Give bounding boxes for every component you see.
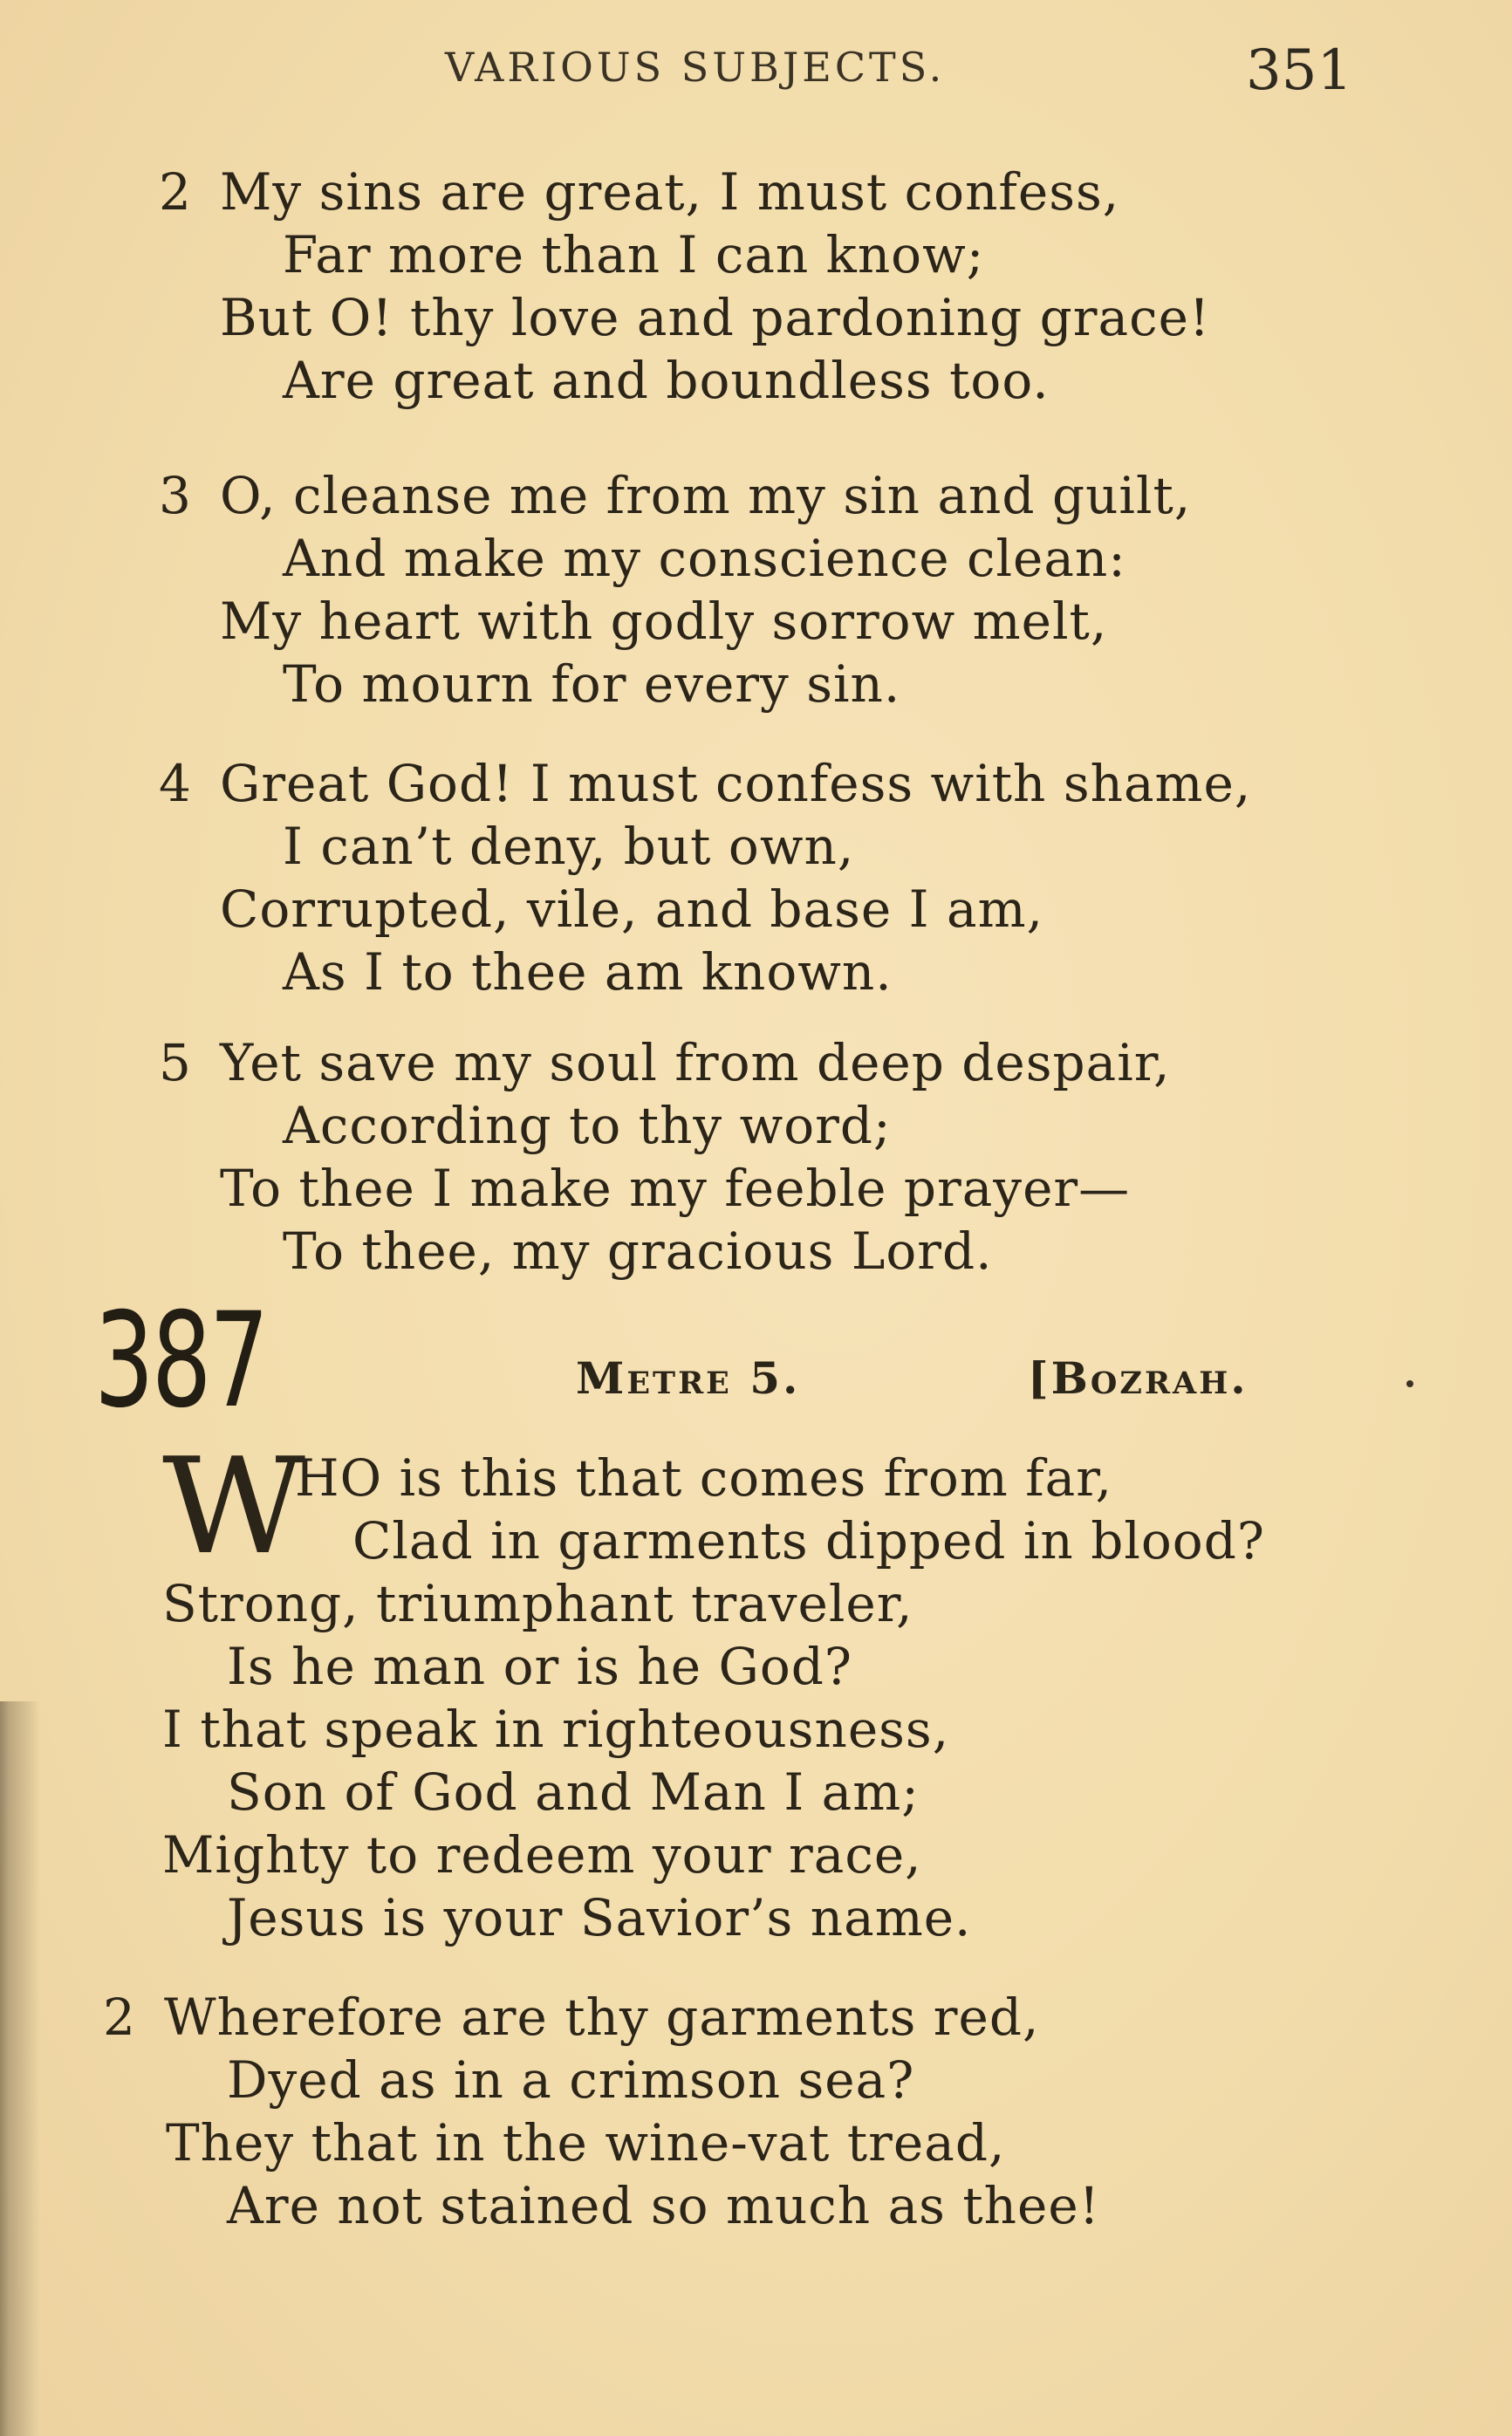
- stanza-line: Mighty to redeem your race,: [162, 1825, 922, 1885]
- stanza-line: According to thy word;: [283, 1096, 892, 1155]
- stanza-line: To thee I make my feeble prayer—: [220, 1159, 1131, 1218]
- stanza-line: Dyed as in a crimson sea?: [227, 2050, 915, 2110]
- stanza-line: And make my conscience clean:: [283, 529, 1126, 588]
- stanza-line: 5 Yet save my soul from deep despair,: [159, 1033, 1171, 1092]
- stanza-line: Are great and boundless too.: [283, 351, 1050, 410]
- stray-mark: [1406, 1380, 1413, 1387]
- page-edge-shadow: [0, 1701, 40, 2436]
- stanza-number: 5: [159, 1033, 192, 1092]
- page-number: 351: [1246, 38, 1353, 103]
- stanza-number: 2: [103, 1988, 136, 2047]
- stanza-line: 3 O, cleanse me from my sin and guilt,: [159, 466, 1192, 525]
- stanza-line: My heart with godly sorrow melt,: [220, 592, 1108, 651]
- hymn-number: 387: [94, 1285, 267, 1437]
- stanza-line: As I to thee am known.: [283, 942, 893, 1002]
- stanza-line: Far more than I can know;: [283, 225, 985, 284]
- stanza-line: Is he man or is he God?: [227, 1637, 853, 1696]
- tune-name: [Bozrah.: [1028, 1352, 1249, 1404]
- stanza-line: Clad in garments dipped in blood?: [352, 1511, 1265, 1570]
- metre-label: Metre 5.: [576, 1352, 801, 1404]
- stanza-line: Are not stained so much as thee!: [227, 2176, 1100, 2235]
- stanza-number: 4: [159, 754, 192, 813]
- stanza-line: They that in the wine-vat tread,: [166, 2113, 1006, 2173]
- stanza-line: 4 Great God! I must confess with shame,: [159, 754, 1252, 813]
- stanza-line: But O! thy love and pardoning grace!: [220, 288, 1211, 347]
- drop-cap: W: [162, 1429, 306, 1584]
- stanza-line: Jesus is your Savior’s name.: [227, 1888, 972, 1947]
- stanza-number: 2: [159, 162, 192, 222]
- stanza-line: To thee, my gracious Lord.: [283, 1221, 993, 1281]
- stanza-line: To mourn for every sin.: [283, 654, 901, 714]
- stanza-line: Son of God and Man I am;: [227, 1762, 920, 1822]
- stanza-line: Strong, triumphant traveler,: [162, 1574, 913, 1633]
- stanza-line: I can’t deny, but own,: [283, 817, 855, 876]
- running-head: VARIOUS SUBJECTS.: [445, 44, 946, 91]
- stanza-number: 3: [159, 466, 192, 525]
- stanza-line: 2 My sins are great, I must confess,: [159, 162, 1120, 222]
- stanza-line: 2 Wherefore are thy garments red,: [103, 1988, 1040, 2047]
- stanza-line: I that speak in righteousness,: [162, 1700, 950, 1759]
- stanza-line: HO is this that comes from far,: [295, 1448, 1113, 1508]
- stanza-line: Corrupted, vile, and base I am,: [220, 879, 1044, 939]
